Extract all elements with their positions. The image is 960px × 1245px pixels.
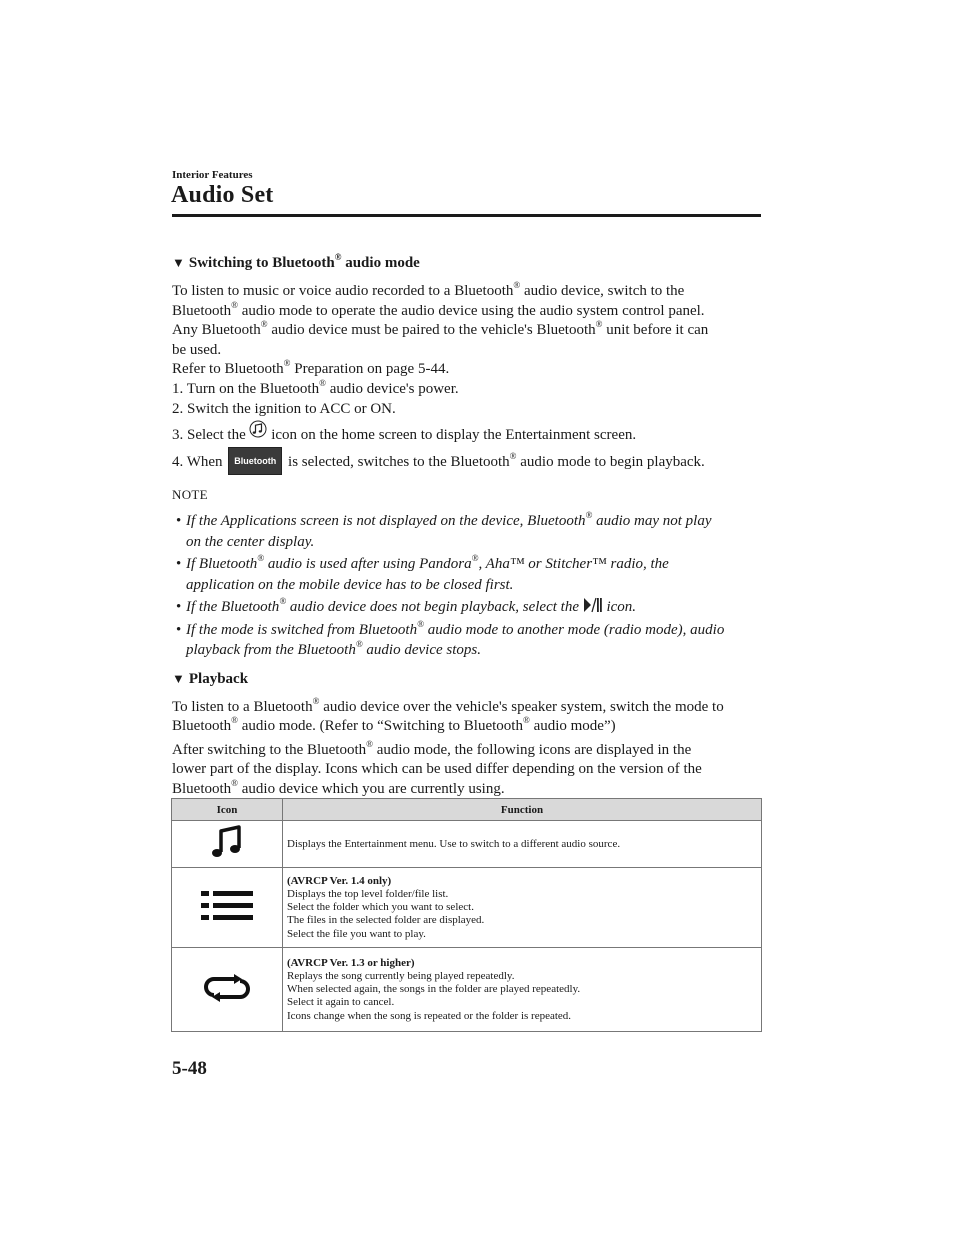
playback-paragraph-2: After switching to the Bluetooth® audio mode, the following icons are displayed in the lower part of the display. Icons which can be used differ depending on the version of the Bluetooth® audio device which you are currently using. xyxy=(172,738,702,798)
heading-triangle-icon: ▼ xyxy=(172,670,185,686)
bluetooth-button[interactable]: Bluetooth xyxy=(228,447,282,475)
music-note-icon xyxy=(249,419,267,441)
bullet-icon: • xyxy=(176,513,182,530)
function-description: Displays the Entertainment menu. Use to switch to a different audio source. xyxy=(287,837,621,850)
repeat-icon[interactable] xyxy=(202,973,252,1003)
page-title: Audio Set xyxy=(171,182,274,208)
switching-paragraph-2: Any Bluetooth® audio device must be paired to the vehicle's Bluetooth® unit before it can be used. xyxy=(172,319,709,358)
list-icon[interactable] xyxy=(199,889,255,923)
function-line: Replays the song currently being played repeatedly. xyxy=(287,969,515,982)
function-line: Select it again to cancel. xyxy=(287,996,395,1009)
function-line: Displays the top level folder/file list. xyxy=(287,887,449,900)
function-line: When selected again, the songs in the folder are played repeatedly. xyxy=(287,983,581,996)
music-note-icon[interactable] xyxy=(207,822,247,862)
function-line: Select the file you want to play. xyxy=(287,927,426,940)
main-content xyxy=(172,252,764,800)
page-number: 5-48 xyxy=(172,1058,207,1079)
function-line: The files in the selected folder are displayed. xyxy=(287,914,485,927)
function-title: (AVRCP Ver. 1.3 or higher) xyxy=(287,956,415,969)
note-item: • If the Applications screen is not displayed on the device, Bluetooth® audio may not play on the center display. xyxy=(176,510,712,550)
step-1: 1. Turn on the Bluetooth® audio device's power. xyxy=(172,377,459,397)
table-row xyxy=(172,821,762,868)
switching-heading: ▼ Switching to Bluetooth® audio mode xyxy=(172,252,420,271)
step-3: 3. Select the icon on the home screen to display the Entertainment screen. xyxy=(172,419,764,447)
step-2: 2. Switch the ignition to ACC or ON. xyxy=(172,400,396,417)
table-row xyxy=(172,948,762,1032)
steps-list xyxy=(172,377,764,475)
column-header-function: Function xyxy=(283,799,762,821)
section-label: Interior Features xyxy=(172,169,253,181)
note-list xyxy=(172,511,764,661)
table-row xyxy=(172,868,762,948)
switching-paragraph-3: Refer to Bluetooth® Preparation on page 5-44. xyxy=(172,358,450,378)
bullet-icon: • xyxy=(176,556,182,573)
icon-function-table xyxy=(171,798,762,1032)
note-item: • If Bluetooth® audio is used after using Pandora®, Aha™ or Stitcher™ radio, the application on the mobile device has to be closed first. xyxy=(176,553,669,593)
play-pause-icon xyxy=(583,597,603,613)
function-title: (AVRCP Ver. 1.4 only) xyxy=(287,874,392,887)
playback-heading: ▼ Playback xyxy=(172,670,249,687)
note-item: • If the Bluetooth® audio device does not begin playback, select the icon. xyxy=(172,597,764,618)
header-divider xyxy=(172,214,761,217)
note-label: NOTE xyxy=(172,487,208,503)
bullet-icon: • xyxy=(176,621,182,638)
bullet-icon: • xyxy=(176,599,182,616)
step-4: 4. When Bluetooth is selected, switches to the Bluetooth® audio mode to begin playback. xyxy=(172,447,764,475)
switching-paragraph-1: To listen to music or voice audio recorded to a Bluetooth® audio device, switch to the Bluetooth® audio mode to operate the audio device using the audio system control panel. xyxy=(172,280,705,319)
column-header-icon: Icon xyxy=(172,799,283,821)
function-line: Icons change when the song is repeated or the folder is repeated. xyxy=(287,1009,572,1022)
function-line: Select the folder which you want to select. xyxy=(287,901,474,914)
note-item: • If the mode is switched from Bluetooth® audio mode to another mode (radio mode), audio playback from the Bluetooth® audio device stops. xyxy=(176,618,725,659)
heading-triangle-icon: ▼ xyxy=(172,255,185,270)
playback-paragraph-1: To listen to a Bluetooth® audio device over the vehicle's speaker system, switch the mode to Bluetooth® audio mode. (Refer to “Switching to Bluetooth® audio mode”) xyxy=(172,695,724,735)
